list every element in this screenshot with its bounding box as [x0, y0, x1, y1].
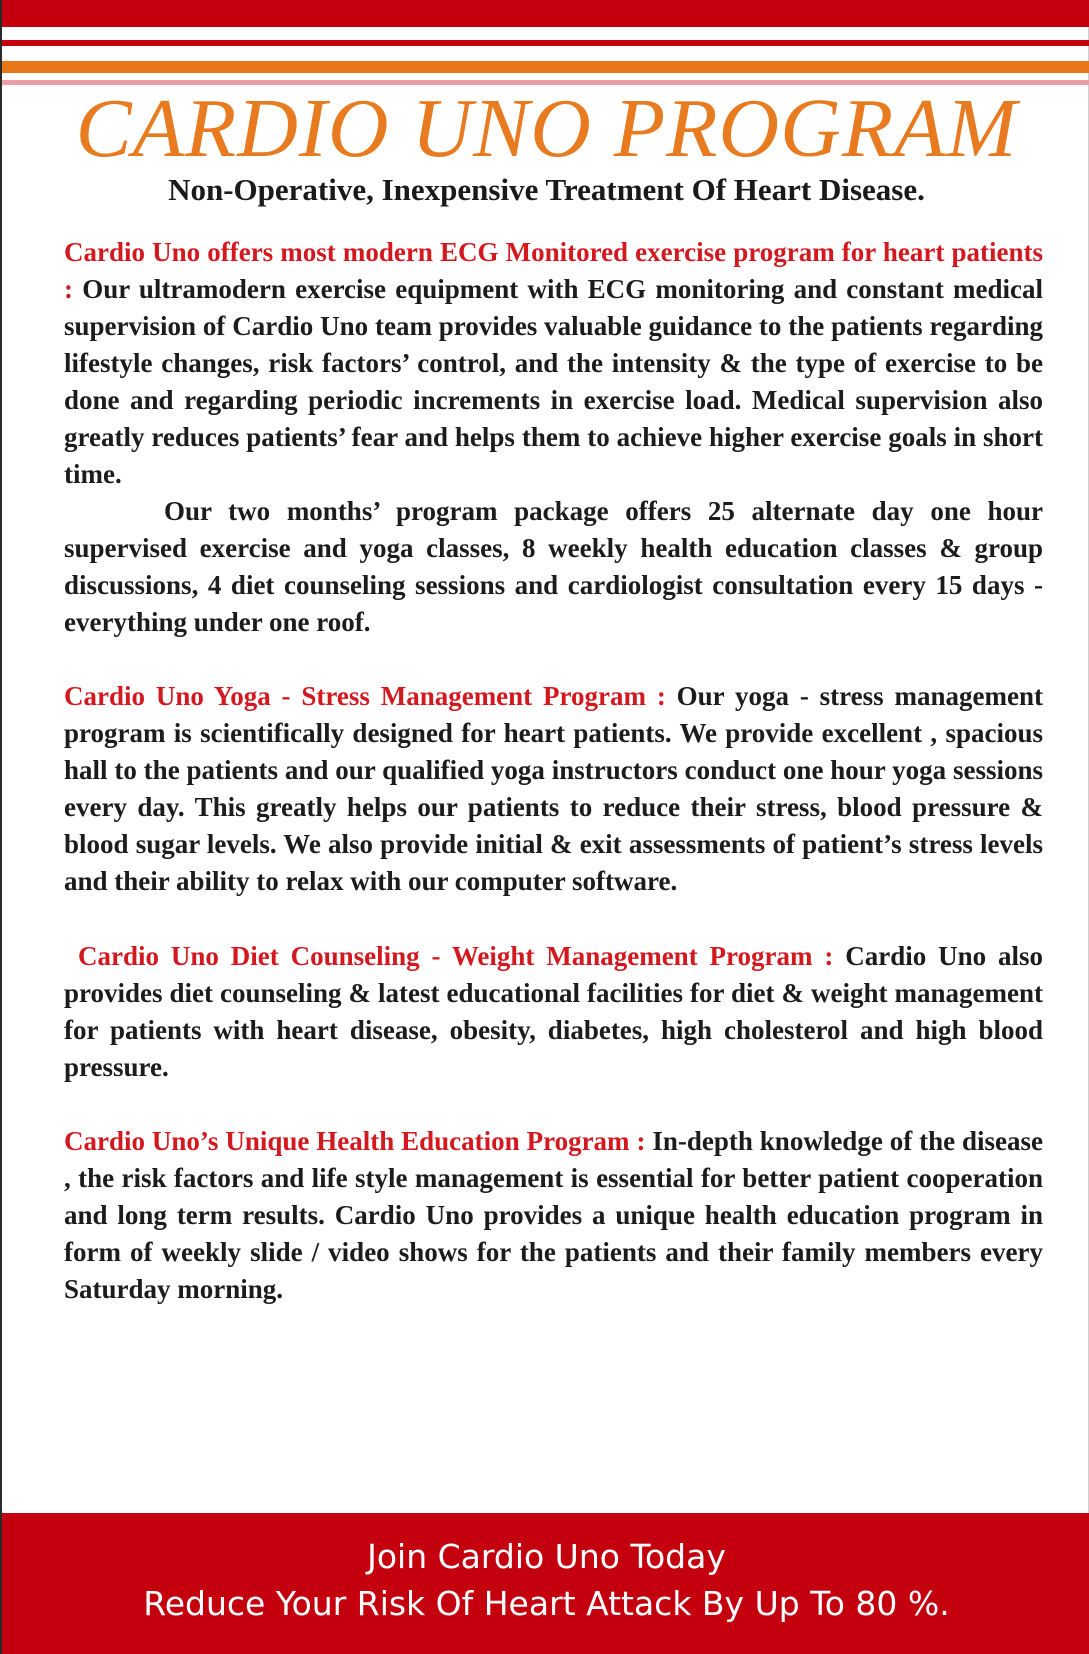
top-red-stripe: [2, 40, 1089, 46]
section-body: Cardio Uno also provides diet counseling & latest educational facilities for diet & weight management for patients with heart disease, obesity, diabetes, high cholesterol and high blood pressure.: [64, 941, 1043, 1082]
section-heading: Cardio Uno offers most modern ECG Monitored exercise program for heart patients :: [64, 237, 1043, 304]
section-exercise-program: [64, 234, 1043, 641]
section-body: In-depth knowledge of the disease , the risk factors and life style management is essential for better patient cooperation and long term results. Cardio Uno provides a unique health education program in form of weekly slide / video shows for the patients and their family members every Saturday morning.: [64, 1126, 1043, 1304]
section-body: Our ultramodern exercise equipment with ECG monitoring and constant medical supervision of Cardio Uno team provides valuable guidance to the patients regarding lifestyle changes, risk factors’ control, and the intensity & the type of exercise to be done and regarding periodic increments in exercise load. Medical supervision also greatly reduces patients’ fear and helps them to achieve higher exercise goals in short time.: [64, 274, 1043, 489]
section-yoga-stress: [64, 678, 1043, 900]
footer-call-to-action: Join Cardio Uno Today: [367, 1537, 726, 1576]
page-subtitle: Non-Operative, Inexpensive Treatment Of Heart Disease.: [168, 172, 925, 207]
footer-banner: [2, 1513, 1089, 1654]
section-heading: Cardio Uno Diet Counseling - Weight Management Program :: [78, 941, 834, 971]
section-body-package: Our two months’ program package offers 25 alternate day one hour supervised exercise and yoga classes, 8 weekly health education classes & group discussions, 4 diet counseling sessions and cardiologist consultation every 15 days - everything under one roof.: [64, 496, 1043, 637]
top-orange-stripe: [2, 61, 1089, 73]
main-content: [64, 234, 1043, 1308]
footer-tagline: Reduce Your Risk Of Heart Attack By Up To 80 %.: [143, 1584, 950, 1623]
section-body: Our yoga - stress management program is scientifically designed for heart patients. We provide excellent , spacious hall to the patients and our qualified yoga instructors conduct one hour yoga sessions every day. This greatly helps our patients to reduce their stress, blood pressure & blood sugar levels. We also provide initial & exit assessments of patient’s stress levels and their ability to relax with our computer software.: [64, 681, 1043, 896]
top-red-band: [2, 0, 1089, 27]
page-title: CARDIO UNO PROGRAM: [75, 82, 1018, 175]
section-diet-weight: [64, 938, 1043, 1086]
section-heading: Cardio Uno Yoga - Stress Management Program :: [64, 681, 666, 711]
section-heading: Cardio Uno’s Unique Health Education Program :: [64, 1126, 646, 1156]
section-health-education: [64, 1123, 1043, 1308]
